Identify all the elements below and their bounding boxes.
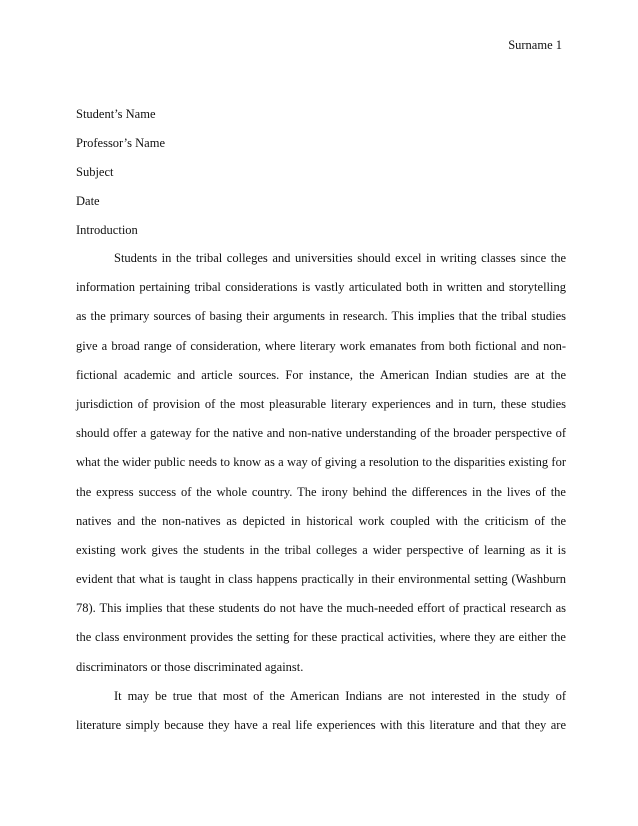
paragraph-1-line-13: 78). This implies that these students do not have the much-needed effort of practical research as bbox=[76, 601, 566, 616]
paragraph-1-line-6: jurisdiction of provision of the most pleasurable literary experiences and in turn, these studies bbox=[76, 396, 566, 411]
body-text bbox=[76, 250, 566, 746]
paragraph-1-line-11: existing work gives the students in the tribal colleges a wider perspective of learning as it is bbox=[76, 542, 566, 557]
paragraph-1-line-14: the class environment provides the setting for these practical activities, where they are either the bbox=[76, 630, 566, 645]
paragraph-1-line-10: natives and the non-natives as depicted in historical work coupled with the criticism of the bbox=[76, 513, 566, 528]
paragraph-1-line-15: discriminators or those discriminated against. bbox=[76, 659, 304, 674]
paragraph-1-line-5: fictional academic and article sources. For instance, the American Indian studies are at the bbox=[76, 367, 566, 382]
paragraph-1-line-12: evident that what is taught in class happens practically in their environmental setting (Washburn bbox=[76, 572, 566, 587]
section-heading: Introduction bbox=[76, 223, 138, 237]
student-name: Student’s Name bbox=[76, 107, 156, 121]
running-head: Surname 1 bbox=[508, 38, 562, 52]
paragraph-1-line-4: give a broad range of consideration, where literary work emanates from both fictional and non- bbox=[76, 338, 566, 353]
paragraph-1-line-7: should offer a gateway for the native and non-native understanding of the broader perspective of bbox=[76, 426, 566, 441]
subject: Subject bbox=[76, 165, 114, 179]
professor-name: Professor’s Name bbox=[76, 136, 165, 150]
header-block bbox=[76, 106, 566, 251]
date: Date bbox=[76, 194, 100, 208]
paragraph-1-line-3: as the primary sources of basing their arguments in research. This implies that the tribal studies bbox=[76, 309, 566, 324]
paragraph-1-line-1: Students in the tribal colleges and universities should excel in writing classes since the bbox=[114, 251, 566, 265]
paragraph-1-line-2: information pertaining tribal considerations is vastly articulated both in written and storytelling bbox=[76, 280, 566, 295]
paragraph-2-line-2: literature simply because they have a real life experiences with this literature and that they are bbox=[76, 718, 566, 732]
paragraph-1-line-9: the express success of the whole country. The irony behind the differences in the lives of the bbox=[76, 484, 566, 499]
paragraph-1-line-8: what the wider public needs to know as a way of giving a resolution to the disparities existing for bbox=[76, 455, 566, 470]
paragraph-2-line-1: It may be true that most of the American Indians are not interested in the study of bbox=[114, 688, 566, 703]
